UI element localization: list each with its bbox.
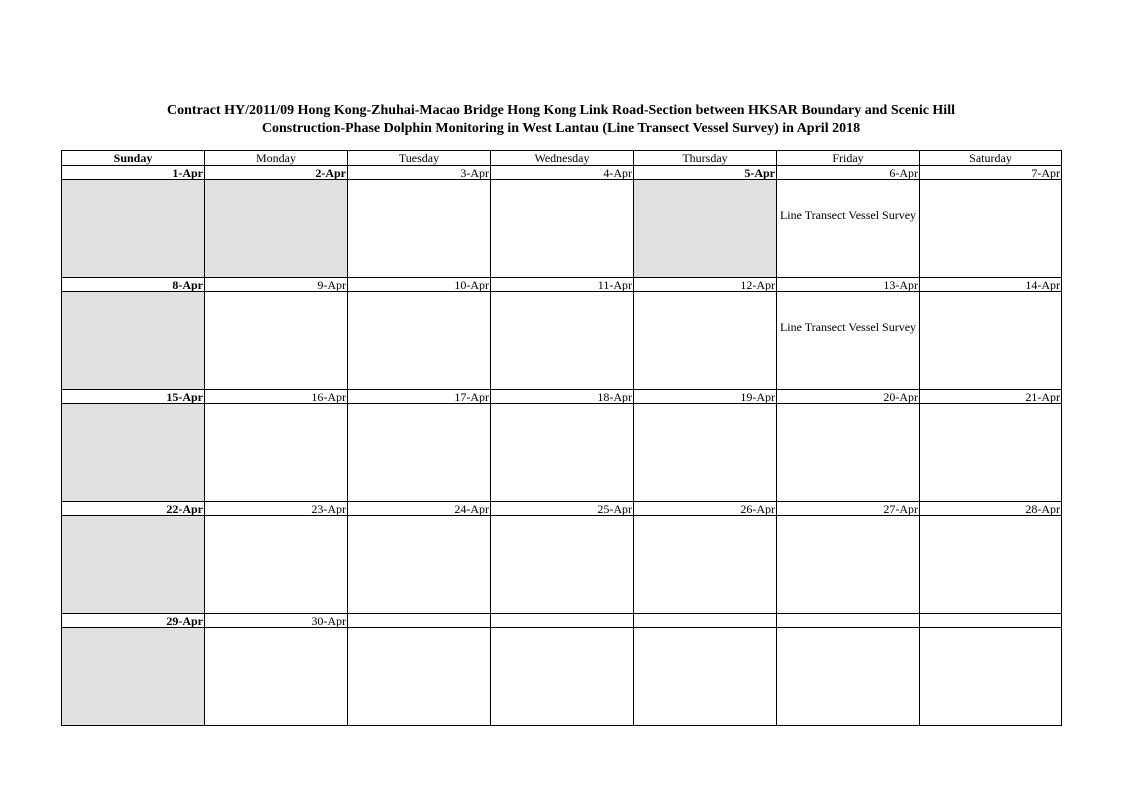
- weekday-tuesday: Tuesday: [348, 151, 491, 166]
- day-cell: [205, 292, 348, 390]
- week-5-body: [62, 628, 1062, 726]
- week-5-dates: [62, 614, 1062, 628]
- date-cell: 30-Apr: [205, 614, 348, 628]
- calendar-grid: [61, 150, 1062, 726]
- day-cell: [920, 516, 1062, 614]
- date-cell: 10-Apr: [348, 278, 491, 292]
- day-cell: [348, 628, 491, 726]
- weekday-monday: Monday: [205, 151, 348, 166]
- date-cell: [348, 614, 491, 628]
- date-cell: 7-Apr: [920, 166, 1062, 180]
- week-1-body: [62, 180, 1062, 278]
- day-cell: [634, 516, 777, 614]
- date-cell: 26-Apr: [634, 502, 777, 516]
- day-cell-holiday: [62, 516, 205, 614]
- day-cell: [205, 516, 348, 614]
- day-cell-holiday: [62, 404, 205, 502]
- day-cell: [491, 628, 634, 726]
- day-cell-holiday: [62, 180, 205, 278]
- week-4-dates: [62, 502, 1062, 516]
- date-cell: 3-Apr: [348, 166, 491, 180]
- date-cell: 17-Apr: [348, 390, 491, 404]
- date-cell: 28-Apr: [920, 502, 1062, 516]
- date-cell: 21-Apr: [920, 390, 1062, 404]
- weekday-saturday: Saturday: [920, 151, 1062, 166]
- day-cell: [348, 404, 491, 502]
- date-cell: 29-Apr: [62, 614, 205, 628]
- day-cell: [348, 292, 491, 390]
- date-cell: [634, 614, 777, 628]
- date-cell: 20-Apr: [777, 390, 920, 404]
- date-cell: 27-Apr: [777, 502, 920, 516]
- day-cell: [491, 180, 634, 278]
- date-cell: 9-Apr: [205, 278, 348, 292]
- date-cell: 6-Apr: [777, 166, 920, 180]
- day-cell: [634, 404, 777, 502]
- day-cell: [777, 404, 920, 502]
- day-cell: [920, 628, 1062, 726]
- survey-event: Line Transect Vessel Survey: [779, 208, 917, 222]
- weekday-friday: Friday: [777, 151, 920, 166]
- date-cell: [491, 614, 634, 628]
- date-cell: 23-Apr: [205, 502, 348, 516]
- date-cell: 8-Apr: [62, 278, 205, 292]
- day-cell: [777, 516, 920, 614]
- date-cell: 25-Apr: [491, 502, 634, 516]
- weekday-wednesday: Wednesday: [491, 151, 634, 166]
- date-cell: 15-Apr: [62, 390, 205, 404]
- date-cell: 22-Apr: [62, 502, 205, 516]
- day-cell: [491, 404, 634, 502]
- day-cell: [634, 292, 777, 390]
- date-cell: 5-Apr: [634, 166, 777, 180]
- date-cell: 4-Apr: [491, 166, 634, 180]
- day-cell: [348, 516, 491, 614]
- weekday-thursday: Thursday: [634, 151, 777, 166]
- day-cell: [491, 516, 634, 614]
- day-cell: [634, 628, 777, 726]
- day-cell: [205, 404, 348, 502]
- day-cell: [777, 292, 920, 390]
- date-cell: 12-Apr: [634, 278, 777, 292]
- date-cell: 14-Apr: [920, 278, 1062, 292]
- day-cell: [348, 180, 491, 278]
- day-cell: [205, 628, 348, 726]
- survey-event: Line Transect Vessel Survey: [779, 320, 917, 334]
- week-1-dates: [62, 166, 1062, 180]
- date-cell: 19-Apr: [634, 390, 777, 404]
- day-cell: [920, 180, 1062, 278]
- date-cell: 2-Apr: [205, 166, 348, 180]
- day-cell: [491, 292, 634, 390]
- day-cell-holiday: [62, 628, 205, 726]
- date-cell: 24-Apr: [348, 502, 491, 516]
- date-cell: 13-Apr: [777, 278, 920, 292]
- page-subtitle: Construction-Phase Dolphin Monitoring in West Lantau (Line Transect Vessel Survey) in April 2018: [261, 121, 861, 136]
- date-cell: [920, 614, 1062, 628]
- day-cell: [777, 180, 920, 278]
- date-cell: [777, 614, 920, 628]
- weekday-header-row: [62, 151, 1062, 166]
- day-cell: [920, 292, 1062, 390]
- week-2-dates: [62, 278, 1062, 292]
- weekday-sunday: Sunday: [62, 151, 205, 166]
- day-cell: [920, 404, 1062, 502]
- day-cell-holiday: [205, 180, 348, 278]
- date-cell: 18-Apr: [491, 390, 634, 404]
- day-cell-holiday: [634, 180, 777, 278]
- date-cell: 16-Apr: [205, 390, 348, 404]
- day-cell: [777, 628, 920, 726]
- week-3-dates: [62, 390, 1062, 404]
- page-title: Contract HY/2011/09 Hong Kong-Zhuhai-Macao Bridge Hong Kong Link Road-Section between HKSAR Boundary and Scenic Hill: [167, 103, 955, 118]
- day-cell-holiday: [62, 292, 205, 390]
- date-cell: 11-Apr: [491, 278, 634, 292]
- date-cell: 1-Apr: [62, 166, 205, 180]
- week-2-body: [62, 292, 1062, 390]
- week-3-body: [62, 404, 1062, 502]
- week-4-body: [62, 516, 1062, 614]
